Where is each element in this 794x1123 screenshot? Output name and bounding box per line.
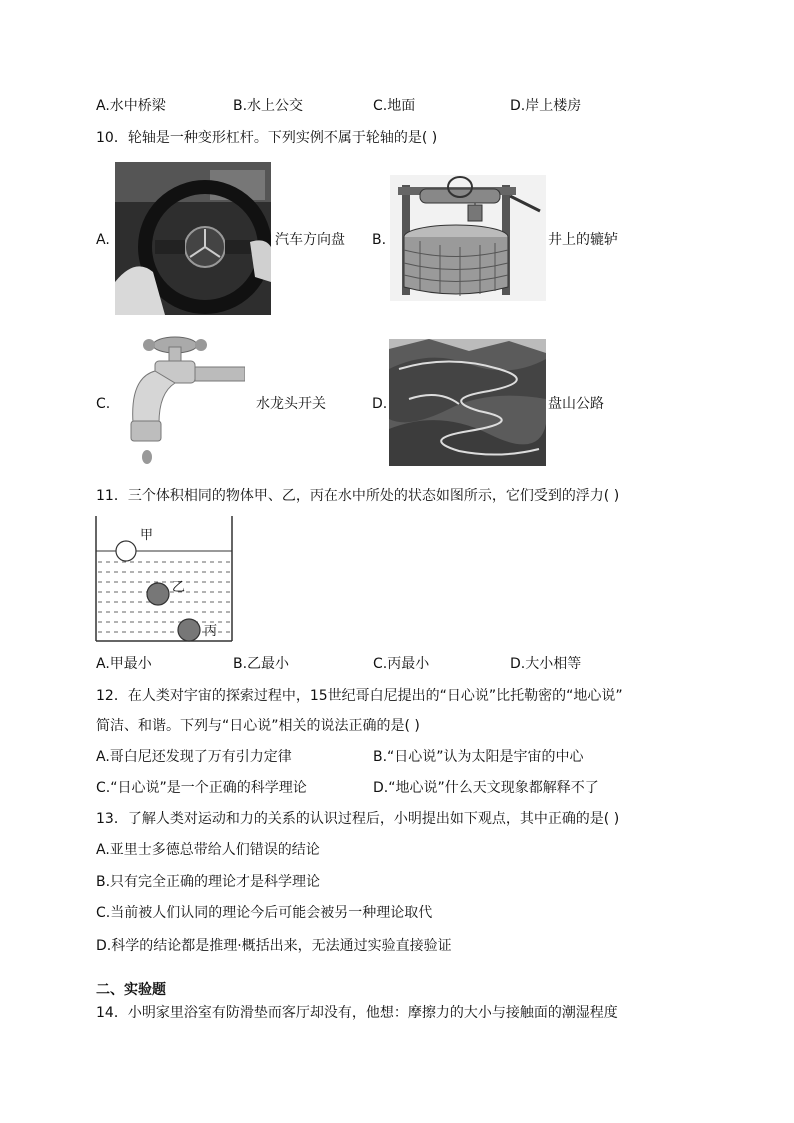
- q13-option-c: C.当前被人们认同的理论今后可能会被另一种理论取代: [96, 905, 433, 921]
- mountain-road-photo: [389, 339, 546, 466]
- q12-option-c: C.“日心说”是一个正确的科学理论: [96, 780, 307, 796]
- q13-option-d: D.科学的结论都是推理·概括出来，无法通过实验直接验证: [96, 938, 452, 954]
- q10-option-b-letter: B.: [372, 232, 387, 248]
- q12-option-b: B.“日心说”认为太阳是宇宙的中心: [373, 749, 584, 765]
- q12-option-d: D.“地心说”什么天文现象都解释不了: [373, 780, 599, 796]
- label-yi: 乙: [172, 580, 186, 595]
- section-title: 二、实验题: [96, 982, 166, 998]
- q10-option-a-letter: A.: [96, 232, 110, 248]
- q12-stem-line2: 简洁、和谐。下列与“日心说”相关的说法正确的是( ): [96, 718, 420, 734]
- q13-stem: 13．了解人类对运动和力的关系的认识过程后，小明提出如下观点，其中正确的是( ): [96, 811, 620, 827]
- q10-stem: 10．轮轴是一种变形杠杆。下列实例不属于轮轴的是( ): [96, 130, 438, 146]
- q13-option-a: A.亚里士多德总带给人们错误的结论: [96, 842, 320, 858]
- q13-option-b: B.只有完全正确的理论才是科学理论: [96, 874, 321, 890]
- q12-option-a: A.哥白尼还发现了万有引力定律: [96, 749, 292, 765]
- q9-option-a: A.水中桥梁: [96, 98, 166, 114]
- q11-option-d: D.大小相等: [510, 656, 582, 672]
- label-jia: 甲: [140, 528, 154, 543]
- well-windlass-drawing: [390, 175, 546, 301]
- q10-option-a-caption: 汽车方向盘: [275, 232, 345, 248]
- q10-option-c-caption: 水龙头开关: [256, 396, 326, 412]
- q11-stem: 11．三个体积相同的物体甲、乙，丙在水中所处的状态如图所示，它们受到的浮力( ): [96, 488, 620, 504]
- q11-option-c: C.丙最小: [373, 656, 430, 672]
- q9-option-c: C.地面: [373, 98, 416, 114]
- steering-wheel-photo: [115, 162, 271, 315]
- q11-option-a: A.甲最小: [96, 656, 152, 672]
- q9-option-b: B.水上公交: [233, 98, 304, 114]
- q10-option-d-caption: 盘山公路: [548, 396, 604, 412]
- q10-option-c-letter: C.: [96, 396, 111, 412]
- label-bing: 丙: [204, 624, 218, 639]
- q10-option-d-letter: D.: [372, 396, 388, 412]
- q14-stem: 14．小明家里浴室有防滑垫而客厅却没有，他想：摩擦力的大小与接触面的潮湿程度: [96, 1005, 618, 1021]
- q11-option-b: B.乙最小: [233, 656, 290, 672]
- q9-option-d: D.岸上楼房: [510, 98, 582, 114]
- q12-stem-line1: 12．在人类对宇宙的探索过程中，15世纪哥白尼提出的“日心说”比托勒密的“地心说”: [96, 688, 623, 704]
- q10-option-b-caption: 井上的辘轳: [548, 232, 618, 248]
- faucet-photo: [125, 333, 245, 473]
- buoyancy-diagram: [94, 516, 234, 644]
